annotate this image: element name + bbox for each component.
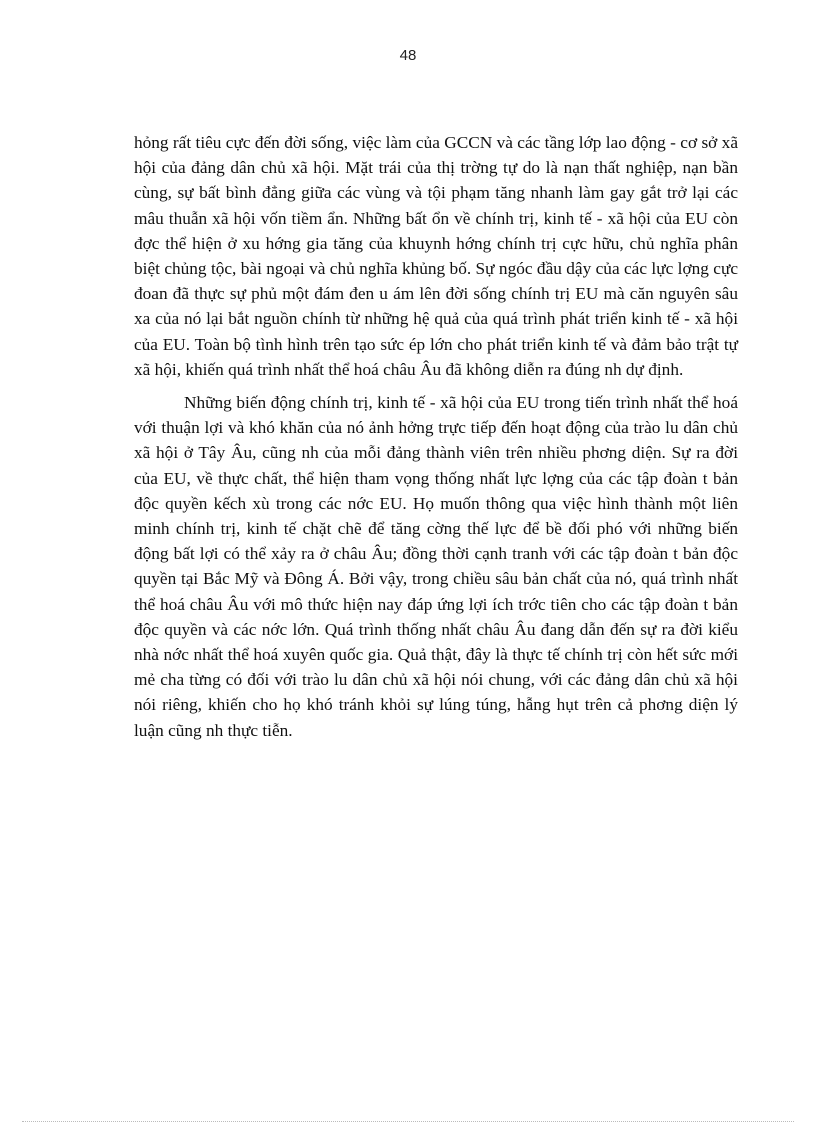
document-body (134, 130, 738, 743)
paragraph-continuation: hỏng rất tiêu cực đến đời sống, việc làm của GCCN và các tầng lớp lao động - cơ sở xã hội của đảng dân chủ xã hội. Mặt trái của thị trờng tự do là nạn thất nghiệp, nạn bần cùng, sự bất bình đẳng giữa các vùng và tội phạm tăng nhanh làm gay gắt trở lại các mâu thuẫn xã hội vốn tiềm ẩn. Những bất ổn về chính trị, kinh tế - xã hội của EU còn đợc thể hiện ở xu hớng gia tăng của khuynh hớng chính trị cực hữu, chủ nghĩa phân biệt chủng tộc, bài ngoại và chủ nghĩa khủng bố. Sự ngóc đầu dậy của các lực lợng cực đoan đã thực sự phủ một đám đen u ám lên đời sống chính trị EU mà căn nguyên sâu xa của nó lại bắt nguồn chính từ những hệ quả của quá trình phát triển kinh tế - xã hội của EU. Toàn bộ tình hình trên tạo sức ép lớn cho phát triển kinh tế và đảm bảo trật tự xã hội, khiến quá trình nhất thể hoá châu Âu đã không diễn ra đúng nh dự định. (134, 133, 738, 379)
page-number: 48 (399, 47, 417, 64)
paragraph-eu-integration: Những biến động chính trị, kinh tế - xã hội của EU trong tiến trình nhất thể hoá với thuận lợi và khó khăn của nó ảnh hởng trực tiếp đến hoạt động của trào lu dân chủ xã hội ở Tây Âu, cũng nh của mỗi đảng thành viên trên nhiều phơng diện. Sự ra đời của EU, về thực chất, thể hiện tham vọng thống nhất lực lợng của các tập đoàn t bản độc quyền kếch xù trong các nớc EU. Họ muốn thông qua việc hình thành một liên minh chính trị, kinh tế chặt chẽ để tăng cờng thế lực để bề đối phó với những biến động bất lợi có thể xảy ra ở châu Âu; đồng thời cạnh tranh với các tập đoàn t bản độc quyền tại Bắc Mỹ và Đông Á. Bởi vậy, trong chiều sâu bản chất của nó, quá trình nhất thể hoá châu Âu với mô thức hiện nay đáp ứng lợi ích trớc tiên cho các tập đoàn t bản độc quyền và các nớc lớn. Quá trình thống nhất châu Âu đang dẫn đến sự ra đời kiểu nhà nớc nhất thể hoá xuyên quốc gia. Quả thật, đây là thực tế chính trị còn hết sức mới mẻ cha từng có đối với trào lu dân chủ xã hội nói chung, với các đảng dân chủ xã hội nói riêng, khiến cho họ khó tránh khỏi sự lúng túng, hẫng hụt trên cả phơng diện lý luận cũng nh thực tiễn. (134, 393, 738, 740)
page-bottom-rule (22, 1121, 794, 1122)
